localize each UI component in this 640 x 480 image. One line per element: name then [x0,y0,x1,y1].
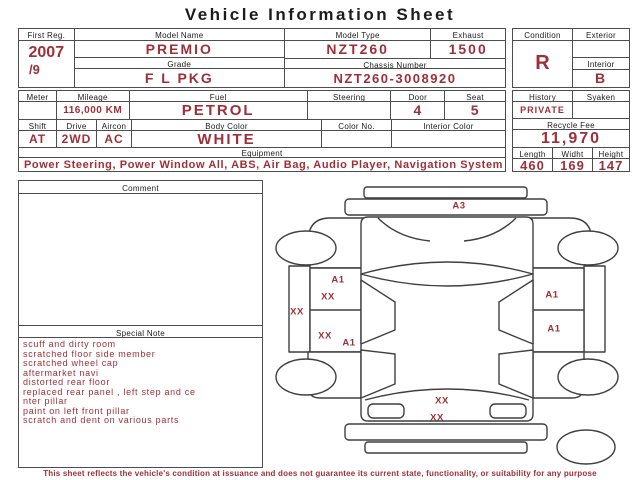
history-fee-table [512,90,630,172]
disclaimer-text: This sheet reflects the vehicle's condition at issuance and does not guarantee its current state, functionality, or suitability for any purpose [43,469,597,478]
comment-panel [18,180,263,468]
history-value: PRIVATE [520,105,565,115]
special-note-line: scuff and dirty room [23,339,116,349]
aircon-value: AC [104,132,124,146]
damage-marker-xx: XX [430,412,444,424]
interior-label: Interior [573,58,629,70]
comment-label: Comment [19,181,262,194]
seat-value: 5 [470,102,480,118]
model-name-label: Model Name [75,29,284,41]
exterior-label: Exterior [573,29,629,41]
length-label: Length [513,148,552,159]
fuel-label: Fuel [130,91,307,102]
syaken-value [573,102,629,118]
equipment-label: Equipment [19,148,505,158]
damage-marker-a1: A1 [331,274,345,286]
meter-label: Meter [19,91,56,102]
aircon-label: Aircon [97,120,131,131]
grade-value: F L PKG [144,70,214,86]
special-note-lines [19,338,262,467]
comment-body [19,194,262,325]
seat-label: Seat [445,91,505,102]
damage-marker-xx: XX [318,330,332,342]
special-note-line: distorted rear floor [23,377,111,387]
special-note-line: scratch and dent on various parts [23,415,180,425]
special-note-line: scratched floor side member [23,348,156,359]
model-type-label: Model Type [285,29,430,41]
drive-value: 2WD [61,132,92,146]
damage-marker-a1: A1 [545,289,559,301]
height-value: 147 [598,159,624,172]
damage-marker-layer [268,178,632,470]
width-value: 169 [560,159,585,172]
first-reg-label: First Reg. [19,29,74,41]
interior-value: B [594,70,608,86]
first-reg-value: 2007 /9 [28,44,65,77]
height-label: Height [593,148,629,159]
door-label: Door [391,91,444,102]
damage-marker-a1: A1 [547,323,561,335]
special-note-line: aftermarket navi [23,367,99,378]
equipment-value: Power Steering, Power Window All, ABS, Air Bag, Audio Player, Navigation System [24,159,504,171]
interior-color-value [392,131,505,147]
special-note-line: scratched wheel cap [23,358,119,368]
damage-marker-xx: XX [321,291,335,303]
shift-label: Shift [19,120,56,131]
drive-label: Drive [57,120,96,131]
model-name-value: PREMIO [75,41,284,58]
grade-label: Grade [75,58,284,69]
mileage-label: Mileage [57,91,129,102]
length-value: 460 [520,159,545,172]
car-damage-diagram [268,178,632,470]
special-note-line: paint on left front pillar [23,405,130,416]
recycle-fee-label: Recycle Fee [513,119,629,130]
exhaust-value: 1500 [448,41,488,57]
condition-table [512,28,630,88]
body-color-value: WHITE [197,131,256,147]
special-note-line: replaced rear panel , left step and ce [23,386,196,397]
body-color-label: Body Color [132,120,321,131]
header-table [18,28,506,88]
color-no-value [322,131,391,147]
damage-marker-a1: A1 [342,337,356,349]
model-type-value: NZT260 [326,41,389,57]
chassis-number-label: Chassis Number [285,58,505,69]
exterior-value [573,41,629,58]
page-title: Vehicle Information Sheet [184,5,456,24]
exhaust-label: Exhaust [431,29,505,41]
damage-marker-xx: XX [435,395,449,407]
steering-label: Steering [308,91,391,102]
special-note-label: Special Note [19,325,262,338]
meter-value [19,102,56,119]
width-label: Widht [553,148,592,159]
mileage-value: 116,000 KM [63,105,123,116]
color-no-label: Color No. [322,120,391,131]
condition-value: R [535,52,550,74]
interior-color-label: Interior Color [392,120,505,131]
syaken-label: Syaken [573,91,629,102]
specs-table [18,90,506,172]
steering-value [308,102,391,119]
damage-marker-xx: XX [290,306,304,318]
special-note-line: nter pillar [23,396,68,406]
chassis-number-value: NZT260-3008920 [333,71,457,86]
recycle-fee-value: 11,970 [540,130,602,147]
door-value: 4 [413,102,423,118]
shift-value: AT [28,132,47,146]
fuel-value: PETROL [181,102,255,119]
history-label: History [513,91,572,102]
damage-marker-a3: A3 [452,200,466,212]
condition-label: Condition [513,29,572,41]
